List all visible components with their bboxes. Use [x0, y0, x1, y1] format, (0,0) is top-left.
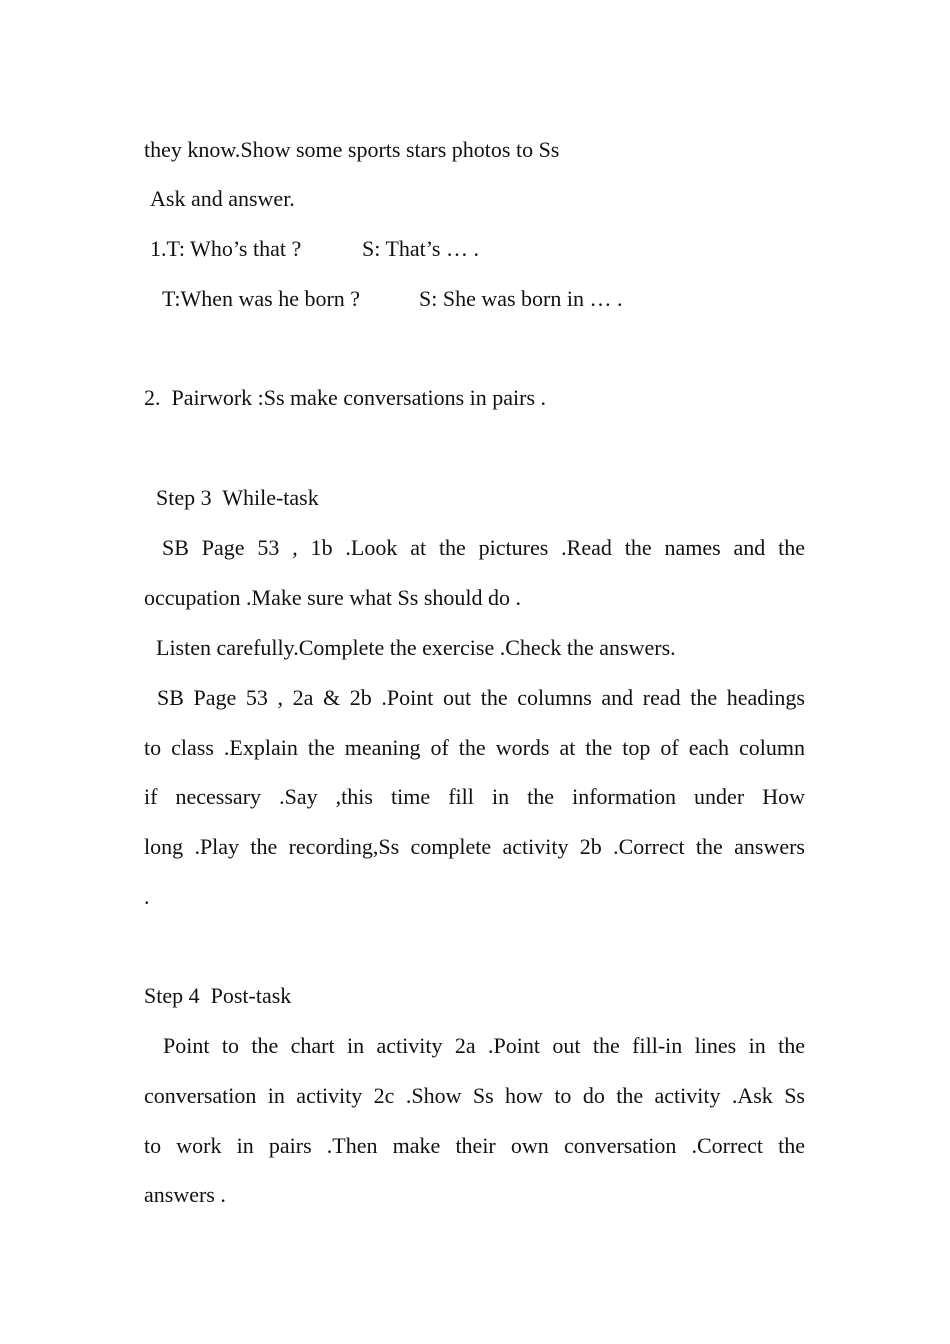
text-line: Ask and answer.: [150, 186, 295, 211]
text-line: 2. Pairwork :Ss make conversations in pairs .: [144, 385, 547, 410]
text-line: .: [144, 884, 150, 909]
text-line: to work in pairs .Then make their own conversation .Correct the: [144, 1133, 805, 1158]
text-line: they know.Show some sports stars photos to Ss: [144, 137, 560, 162]
step-heading: Step 3 While-task: [156, 485, 319, 510]
text-line: Point to the chart in activity 2a .Point out the fill-in lines in the: [163, 1033, 805, 1058]
dialogue-teacher: 1.T: Who’s that ?: [150, 236, 302, 261]
text-line: to class .Explain the meaning of the words at the top of each column: [144, 735, 805, 760]
dialogue-student: S: She was born in … .: [419, 286, 623, 311]
text-line: if necessary .Say ,this time fill in the information under How: [144, 784, 805, 809]
text-line: SB Page 53 , 1b .Look at the pictures .Read the names and the: [162, 535, 805, 560]
text-line: long .Play the recording,Ss complete activity 2b .Correct the answers: [144, 834, 805, 859]
text-line: SB Page 53 , 2a & 2b .Point out the columns and read the headings: [157, 685, 805, 710]
dialogue-teacher: T:When was he born ?: [162, 286, 361, 311]
step-heading: Step 4 Post-task: [144, 983, 292, 1008]
dialogue-student: S: That’s … .: [362, 236, 479, 261]
text-line: Listen carefully.Complete the exercise .Check the answers.: [156, 635, 676, 660]
text-line: occupation .Make sure what Ss should do .: [144, 585, 521, 610]
text-line: answers .: [144, 1182, 226, 1207]
text-line: conversation in activity 2c .Show Ss how to do the activity .Ask Ss: [144, 1083, 805, 1108]
